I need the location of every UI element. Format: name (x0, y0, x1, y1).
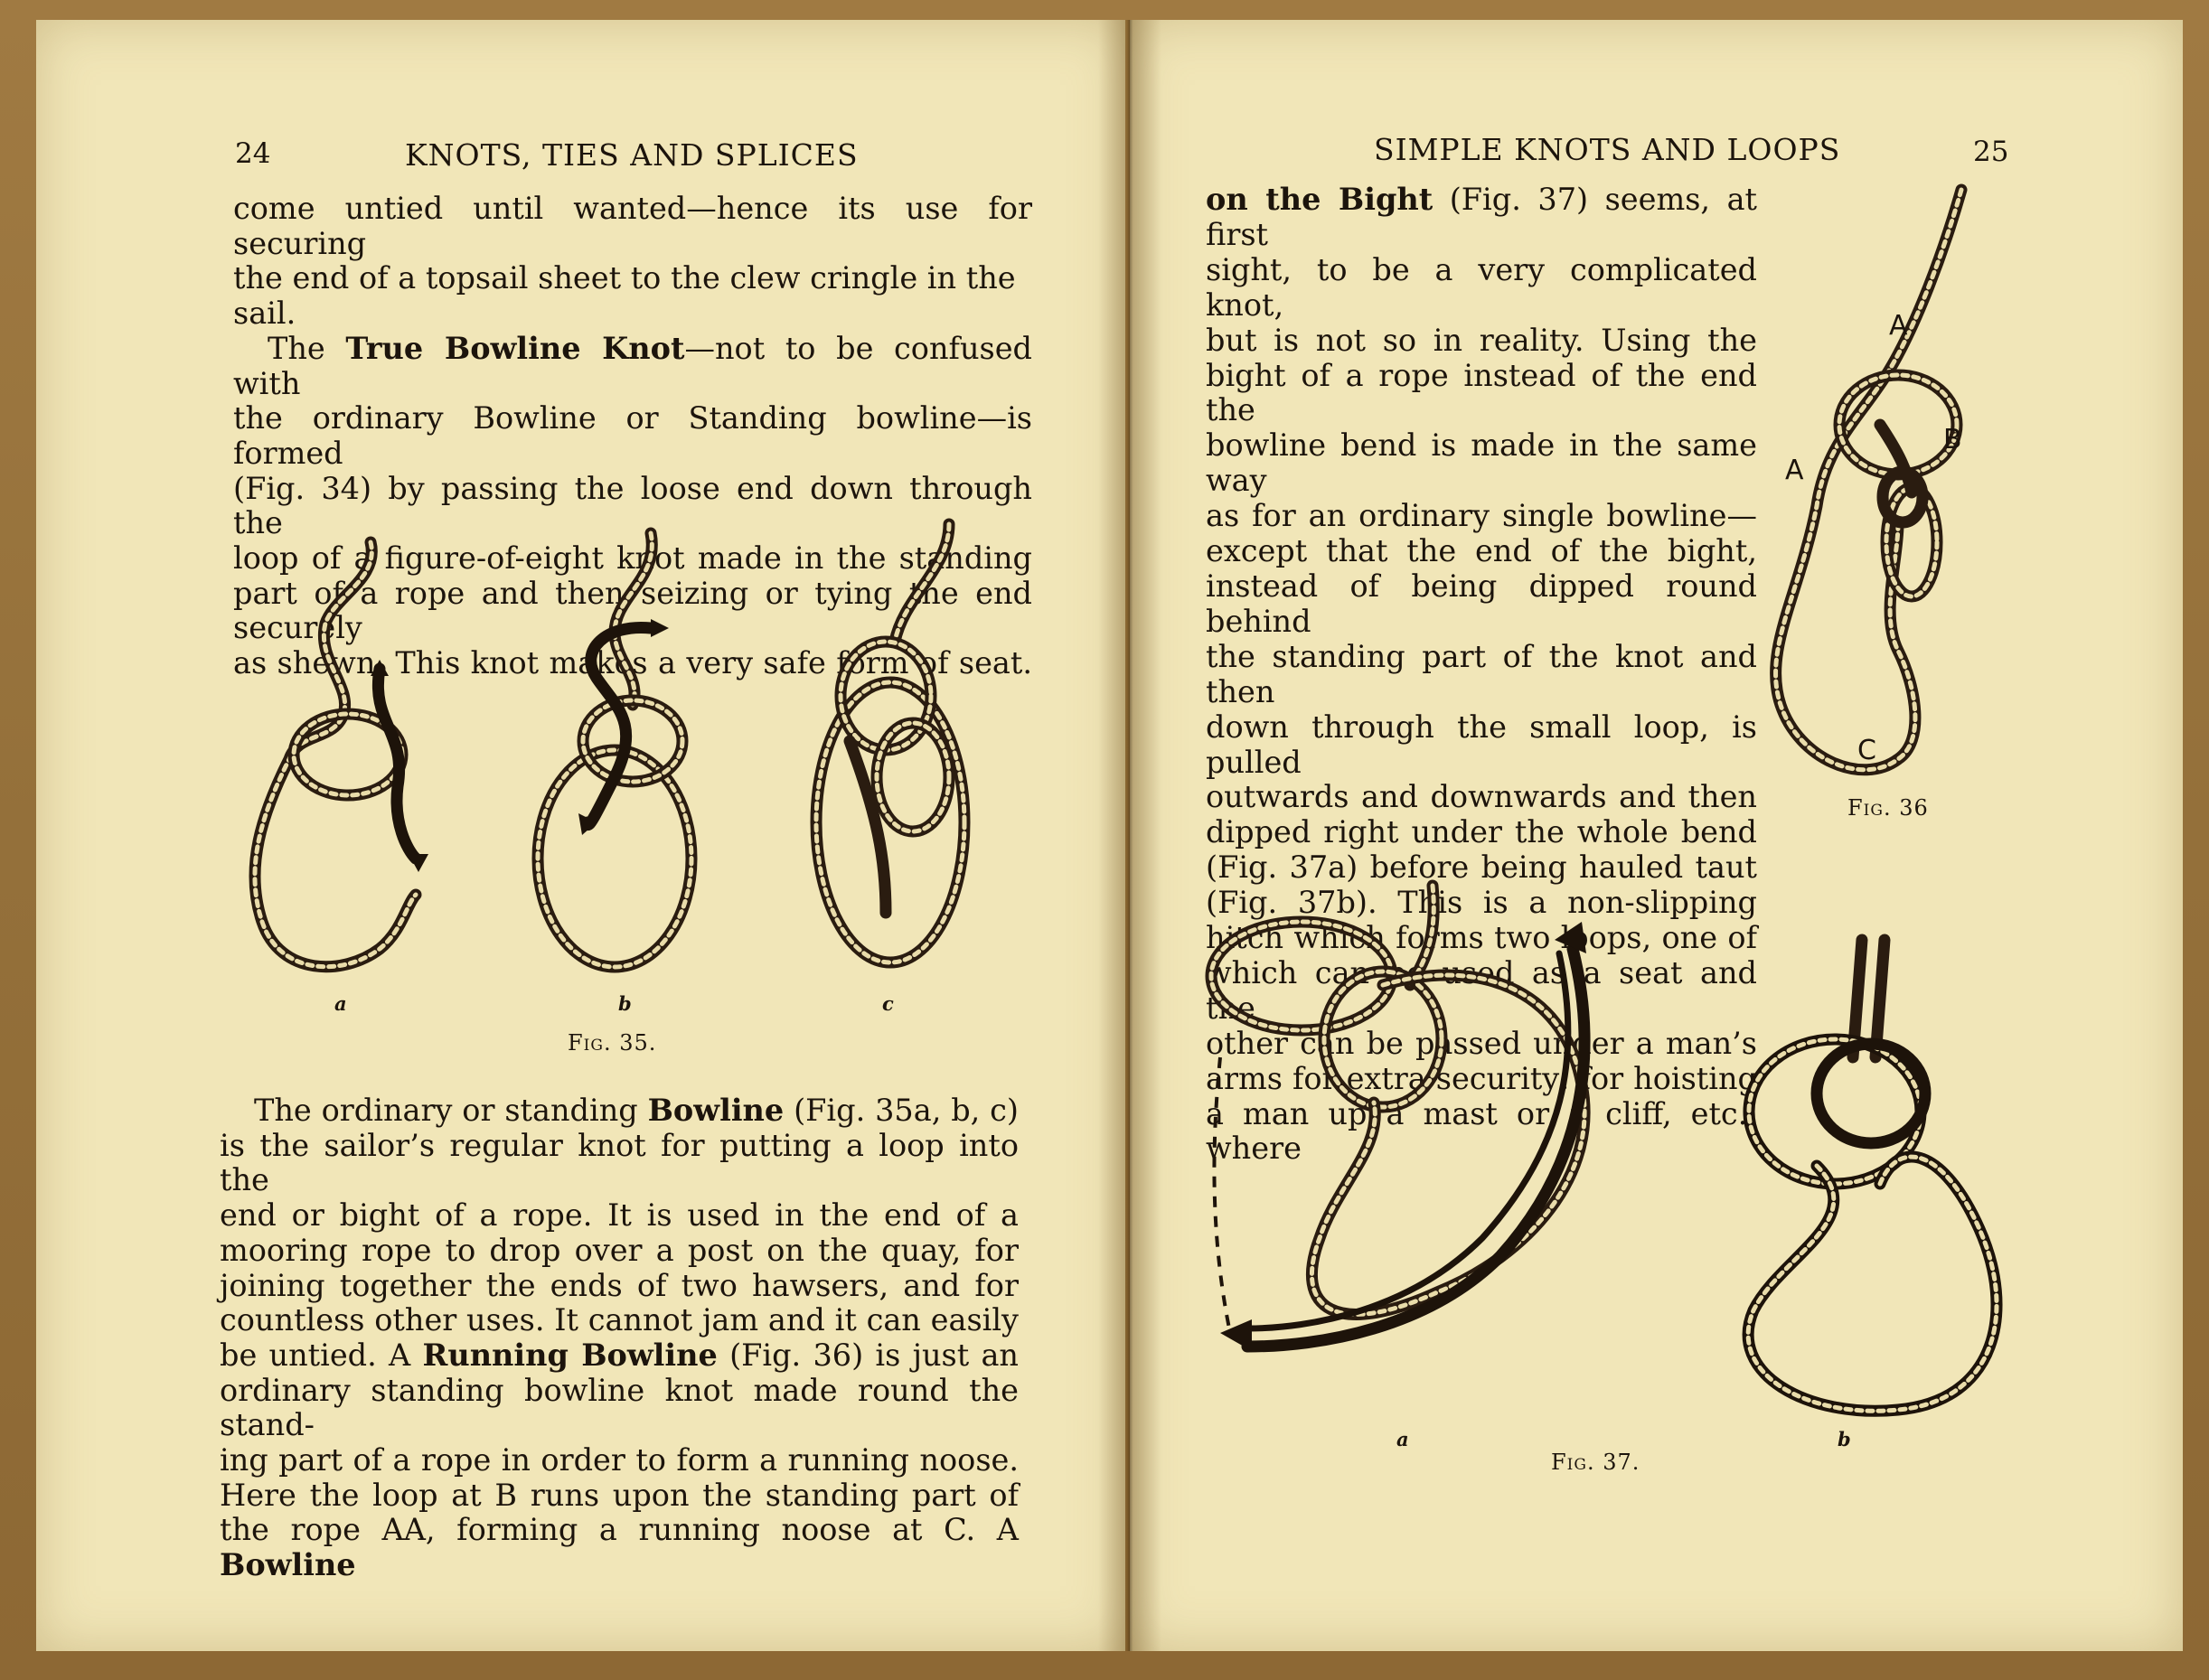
left-line: loop of a figure-of-eight knot made in the standing (233, 540, 1032, 577)
book-gutter (1098, 20, 1161, 1651)
running-head-left: KNOTS, TIES AND SPLICES (405, 137, 859, 173)
left-line: The ordinary or standing Bowline (Fig. 35a, b, c) (254, 1093, 1019, 1128)
left-line: come untied until wanted—hence its use for securing (233, 191, 1032, 261)
page-number-right: 25 (1973, 136, 2009, 168)
term-bowline-bight: Bowline (220, 1547, 356, 1583)
fig36-label-c: C (1857, 735, 1876, 766)
right-line: instead of being dipped round behind (1206, 568, 1757, 639)
term-bowline: Bowline (647, 1093, 785, 1128)
fig35-caption: Fig. 35. (568, 1030, 657, 1056)
running-head-right: SIMPLE KNOTS AND LOOPS (1374, 132, 1841, 167)
term-true-bowline: True Bowline Knot (345, 330, 685, 366)
left-line: Here the loop at B runs upon the standing part of (220, 1477, 1019, 1513)
right-line: hitch which forms two loops, one of (1206, 920, 1757, 956)
right-line: outwards and downwards and then (1206, 779, 1757, 815)
right-line: as for an ordinary single bowline— (1206, 498, 1757, 534)
right-line: down through the small loop, is pulled (1206, 709, 1757, 780)
right-line: (Fig. 37a) before being hauled taut (1206, 849, 1757, 886)
right-line: except that the end of the bight, (1206, 533, 1757, 569)
right-line: a man up a mast or a cliff, etc., where (1206, 1095, 1757, 1167)
fig35-sub-a: a (334, 992, 347, 1015)
fig37a-bowline-on-bight-illustration (1202, 877, 1672, 1428)
fig35b-knot-illustration (515, 524, 723, 994)
left-line: (Fig. 34) by passing the loose end down through the (233, 470, 1032, 541)
term-running-bowline: Running Bowline (422, 1337, 718, 1373)
left-text-bottom (220, 1093, 1019, 1583)
right-line: the standing part of the knot and then (1206, 638, 1757, 709)
fig37-caption: Fig. 37. (1551, 1450, 1640, 1475)
right-line: arms for extra security: for hoisting (1206, 1060, 1757, 1096)
left-line: be untied. A Running Bowline (Fig. 36) is just an (220, 1337, 1019, 1373)
page-number-left: 24 (235, 137, 271, 170)
left-line: the ordinary Bowline or Standing bowline—is formed (233, 400, 1032, 471)
left-line: part of a rope and then seizing or tying the end securely (233, 575, 1032, 646)
fig36-label-a-left: A (1785, 455, 1804, 486)
right-line: on the Bight (Fig. 37) seems, at first (1206, 182, 1758, 252)
fig37-sub-b: b (1838, 1428, 1851, 1450)
term-bowline-on-bight: on the Bight (1206, 182, 1434, 217)
left-line: countless other uses. It cannot jam and it can easily (220, 1302, 1019, 1338)
right-line: bight of a rope instead of the end the (1206, 357, 1757, 428)
fig36-caption: Fig. 36 (1847, 795, 1929, 821)
left-line: ing part of a rope in order to form a running noose. (220, 1442, 1019, 1478)
left-line: The True Bowline Knot—not to be confused with (233, 330, 1032, 401)
fig36-running-bowline-illustration (1762, 181, 1998, 795)
right-line: bowline bend is made in the same way (1206, 427, 1757, 499)
left-line: is the sailor’s regular knot for putting a loop into the (220, 1127, 1019, 1198)
fig35a-knot-illustration (244, 524, 434, 994)
left-line: ordinary standing bowline knot made round the stand- (220, 1372, 1019, 1443)
right-line: other can be passed under a man’s (1206, 1025, 1757, 1061)
left-line: the end of a topsail sheet to the clew cringle in the sail. (233, 260, 1016, 332)
fig36-label-b: B (1943, 424, 1962, 455)
right-line: but is not so in reality. Using the (1206, 322, 1757, 358)
fig37b-bowline-on-bight-illustration (1726, 931, 2034, 1419)
right-line: which can be used as a seat and the (1206, 954, 1757, 1026)
right-line: dipped right under the whole bend (1206, 814, 1757, 850)
right-line: sight, to be a very complicated knot, (1206, 251, 1757, 323)
fig37-sub-a: a (1396, 1428, 1409, 1450)
left-line: the rope AA, forming a running noose at C. A Bowline (220, 1512, 1019, 1583)
right-line: (Fig. 37b). This is a non-slipping (1206, 885, 1757, 921)
left-line: joining together the ends of two hawsers, and for (220, 1267, 1019, 1303)
fig35c-knot-illustration (795, 515, 994, 985)
left-line: end or bight of a rope. It is used in the end of a (220, 1197, 1019, 1234)
fig36-label-a-top: A (1889, 310, 1908, 342)
left-line: mooring rope to drop over a post on the quay, for (220, 1232, 1019, 1268)
fig35-sub-b: b (618, 992, 632, 1015)
fig35-sub-c: c (882, 992, 894, 1015)
left-line: as shewn. This knot makes a very safe form of seat. (233, 645, 1032, 681)
